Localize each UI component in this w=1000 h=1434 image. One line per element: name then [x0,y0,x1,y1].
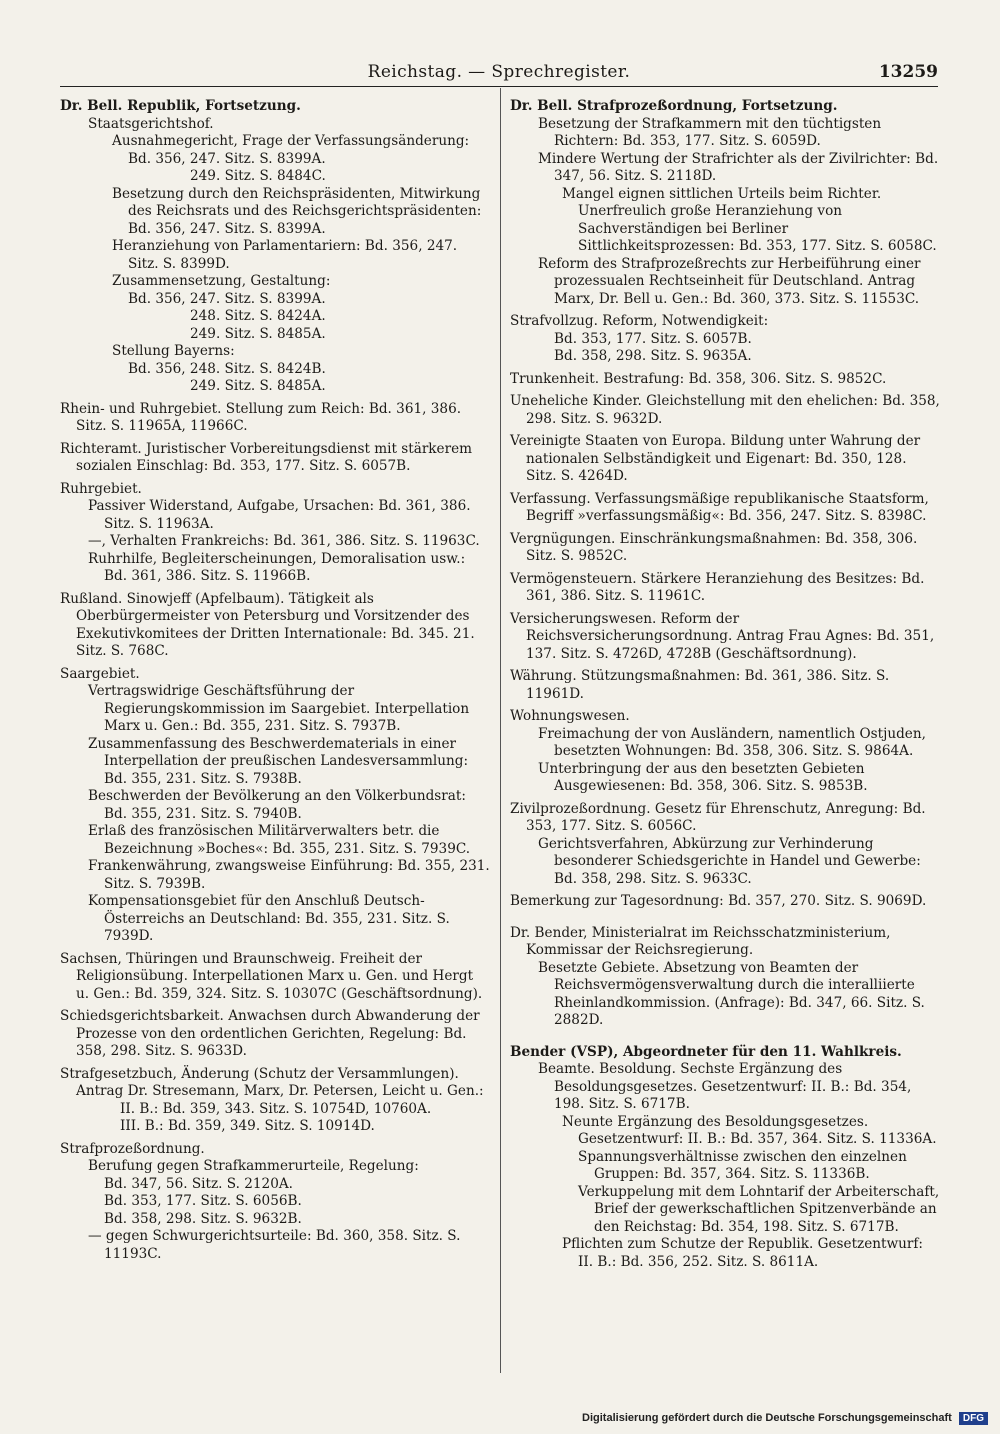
entry: Zusammensetzung, Gestaltung: [112,273,331,289]
reference: 249. Sitz. S. 8485A. [190,325,326,342]
reference: Bd. 356, 247. Sitz. S. 8399A. [128,150,326,167]
subject-heading: Bemerkung zur Tagesordnung: Bd. 357, 270. Sitz. S. 9069D. [510,893,927,909]
reference: Bd. 356, 248. Sitz. S. 8424B. [128,360,326,377]
subject-heading: Vereinigte Staaten von Europa. Bildung unter Wahrung der nationalen Selbständigkeit und Eigenart: Bd. 350, 128. Sitz. S. 4264D. [510,433,921,484]
reference: Bd. 358, 298. Sitz. S. 9632B. [104,1210,302,1227]
entry: Pflichten zum Schutze der Republik. Gesetzentwurf: II. B.: Bd. 356, 252. Sitz. S. 8611A. [562,1236,923,1270]
reference: 248. Sitz. S. 8424A. [190,308,326,324]
reference: Bd. 353, 177. Sitz. S. 6056B. [104,1193,302,1209]
entry: Berufung gegen Strafkammerurteile, Regelung: [88,1158,419,1174]
subject-heading: Sachsen, Thüringen und Braunschweig. Freiheit der Religionsübung. Interpellationen Marx u. Gen. und Hergt u. Gen.: Bd. 359, 324. Sitz. S. 10307C (Geschäftsordnung). [60,950,483,1002]
subject-heading: Ruhrgebiet. [60,480,142,497]
left-column [60,98,490,1263]
entry: Unterbringung der aus den besetzten Gebieten Ausgewiesenen: Bd. 358, 306. Sitz. S. 9853B. [538,760,868,794]
subject-heading: Strafprozeßordnung. [60,1140,205,1157]
speaker-heading: Bender (VSP), Abgeordneter für den 11. Wahlkreis. [510,1043,902,1060]
entry: Besetzung der Strafkammern mit den tüchtigsten Richtern: Bd. 353, 177. Sitz. S. 6059D. [538,115,882,149]
right-column [510,98,940,1271]
reference: Bd. 347, 56. Sitz. S. 2120A. [104,1175,293,1192]
subject-heading: Richteramt. Juristischer Vorbereitungsdienst mit stärkerem sozialen Einschlag: Bd. 353, 177. Sitz. S. 6057B. [60,440,473,474]
column-divider [500,88,501,1373]
reference: II. B.: Bd. 359, 343. Sitz. S. 10754D, 10760A. [120,1100,432,1117]
subject-heading: Rußland. Sinowjeff (Apfelbaum). Tätigkeit als Oberbürgermeister von Petersburg und Vorsitzender des Exekutivkomitees der Dritten Internationale: Bd. 345. 21. Sitz. S. 768C. [60,590,475,659]
entry: Frankenwährung, zwangsweise Einführung: Bd. 355, 231. Sitz. S. 7939B. [88,858,490,892]
page-number: 13259 [878,62,938,82]
subject-heading: Verfassung. Verfassungsmäßige republikanische Staatsform, Begriff »verfassungsmäßig«: Bd. 356, 247. Sitz. S. 8398C. [510,490,929,524]
entry: Erlaß des französischen Militärverwalters betr. die Bezeichnung »Boches«: Bd. 355, 231. Sitz. S. 7939C. [88,823,471,857]
speaker-heading: Dr. Bender, Ministerialrat im Reichsschatzministerium, Kommissar der Reichsregierung. [510,924,891,958]
subject-heading: Strafgesetzbuch, Änderung (Schutz der Versammlungen). Antrag Dr. Stresemann, Marx, Dr. Petersen, Leicht u. Gen.: [60,1065,484,1099]
reference: 249. Sitz. S. 8484C. [190,168,326,184]
reference: Bd. 353, 177. Sitz. S. 6057B. [554,330,752,347]
entry: Neunte Ergänzung des Besoldungsgesetzes. Gesetzentwurf: II. B.: Bd. 357, 364. Sitz. S. 11336A. [562,1113,937,1147]
subject-heading: Versicherungswesen. Reform der Reichsversicherungsordnung. Antrag Frau Agnes: Bd. 351, 137. Sitz. S. 4726D, 4728B (Geschäftsordnung). [510,610,935,662]
subject-heading: Schiedsgerichtsbarkeit. Anwachsen durch Abwanderung der Prozesse von den ordentlichen Gerichten, Regelung: Bd. 358, 298. Sitz. S. 9633D. [60,1008,480,1059]
subject-heading: Wohnungswesen. [510,708,630,724]
subject-heading: Vermögensteuern. Stärkere Heranziehung des Besitzes: Bd. 361, 386. Sitz. S. 11961C. [510,570,925,604]
entry: Zusammenfassung des Beschwerdematerials in einer Interpellation der preußischen Landesversammlung: Bd. 355, 231. Sitz. S. 7938B. [88,735,469,787]
entry: Vertragswidrige Geschäftsführung der Regierungskommission im Saargebiet. Interpellation Marx u. Gen.: Bd. 355, 231. Sitz. S. 7937B. [88,683,470,734]
credit-text: Digitalisierung gefördert durch die Deutsche Forschungsgemeinschaft [582,1412,952,1424]
subject-heading: Strafvollzug. Reform, Notwendigkeit: [510,313,769,329]
subject-heading: Trunkenheit. Bestrafung: Bd. 358, 306. Sitz. S. 9852C. [510,370,887,387]
reference: III. B.: Bd. 359, 349. Sitz. S. 10914D. [120,1118,375,1134]
entry: Besetzung durch den Reichspräsidenten, Mitwirkung des Reichsrats und des Reichsgerichtspräsidenten: Bd. 356, 247. Sitz. S. 8399A. [112,185,482,237]
subject-heading: Vergnügungen. Einschränkungsmaßnahmen: Bd. 358, 306. Sitz. S. 9852C. [510,530,918,564]
entry: Verkuppelung mit dem Lohntarif der Arbeiterschaft, Brief der gewerkschaftlichen Spitzenverbände an den Reichstag: Bd. 354, 198. Sitz. S. 6717B. [578,1183,940,1235]
entry: Kompensationsgebiet für den Anschluß Deutsch-Österreichs an Deutschland: Bd. 355, 231. Sitz. S. 7939D. [88,893,450,944]
entry: Stellung Bayerns: [112,343,235,359]
entry: Beschwerden der Bevölkerung an den Völkerbundsrat: Bd. 355, 231. Sitz. S. 7940B. [88,788,466,822]
dfg-logo: DFG [959,1412,988,1425]
entry: Ausnahmegericht, Frage der Verfassungsänderung: [112,133,470,149]
entry: Besetzte Gebiete. Absetzung von Beamten der Reichsvermögensverwaltung durch die interalliierte Rheinlandkommission. (Anfrage): Bd. 347, 66. Sitz. S. 2882D. [538,959,925,1028]
running-title: Reichstag. — Sprechregister. [367,62,631,82]
entry: — gegen Schwurgerichtsurteile: Bd. 360, 358. Sitz. S. 11193C. [88,1228,461,1262]
entry: Spannungsverhältnisse zwischen den einzelnen Gruppen: Bd. 357, 364. Sitz. S. 11336B. [578,1148,907,1182]
entry: Gerichtsverfahren, Abkürzung zur Verhinderung besonderer Schiedsgerichte in Handel und Gewerbe: Bd. 358, 298. Sitz. S. 9633C. [538,835,921,887]
subject-heading: Uneheliche Kinder. Gleichstellung mit den ehelichen: Bd. 358, 298. Sitz. S. 9632D. [510,393,940,427]
reference: 249. Sitz. S. 8485A. [190,378,326,394]
page-header [60,60,938,87]
subject-heading: Saargebiet. [60,665,140,682]
entry: Passiver Widerstand, Aufgabe, Ursachen: Bd. 361, 386. Sitz. S. 11963A. [88,498,471,532]
digitization-credit [582,1412,988,1425]
subject-heading: Währung. Stützungsmaßnahmen: Bd. 361, 386. Sitz. S. 11961D. [510,668,890,702]
speaker-heading: Dr. Bell. Republik, Fortsetzung. [60,98,301,114]
entry: Mangel eignen sittlichen Urteils beim Richter. Unerfreulich große Heranziehung von Sachverständigen bei Berliner Sittlichkeitsprozessen: Bd. 353, 177. Sitz. S. 6058C. [562,185,937,254]
speaker-heading: Dr. Bell. Strafprozeßordnung, Fortsetzung. [510,98,838,114]
entry: Heranziehung von Parlamentariern: Bd. 356, 247. Sitz. S. 8399D. [112,238,458,272]
reference: Bd. 356, 247. Sitz. S. 8399A. [128,290,326,307]
entry: Beamte. Besoldung. Sechste Ergänzung des Besoldungsgesetzes. Gesetzentwurf: II. B.: Bd. 354, 198. Sitz. S. 6717B. [538,1061,912,1112]
entry: Mindere Wertung der Strafrichter als der Zivilrichter: Bd. 347, 56. Sitz. S. 2118D. [538,150,939,184]
reference: Bd. 358, 298. Sitz. S. 9635A. [554,348,752,364]
entry: Reform des Strafprozeßrechts zur Herbeiführung einer prozessualen Rechtseinheit für Deutschland. Antrag Marx, Dr. Bell u. Gen.: Bd. 360, 373. Sitz. S. 11553C. [538,255,921,307]
entry: Ruhrhilfe, Begleiterscheinungen, Demoralisation usw.: Bd. 361, 386. Sitz. S. 11966B. [88,550,466,584]
subject-heading: Zivilprozeßordnung. Gesetz für Ehrenschutz, Anregung: Bd. 353, 177. Sitz. S. 6056C. [510,800,926,834]
subject-heading: Staatsgerichtshof. [88,115,214,132]
entry: Freimachung der von Ausländern, namentlich Ostjuden, besetzten Wohnungen: Bd. 358, 306. Sitz. S. 9864A. [538,725,926,759]
entry: —, Verhalten Frankreichs: Bd. 361, 386. Sitz. S. 11963C. [88,533,480,549]
subject-heading: Rhein- und Ruhrgebiet. Stellung zum Reich: Bd. 361, 386. Sitz. S. 11965A, 11966C. [60,400,462,434]
